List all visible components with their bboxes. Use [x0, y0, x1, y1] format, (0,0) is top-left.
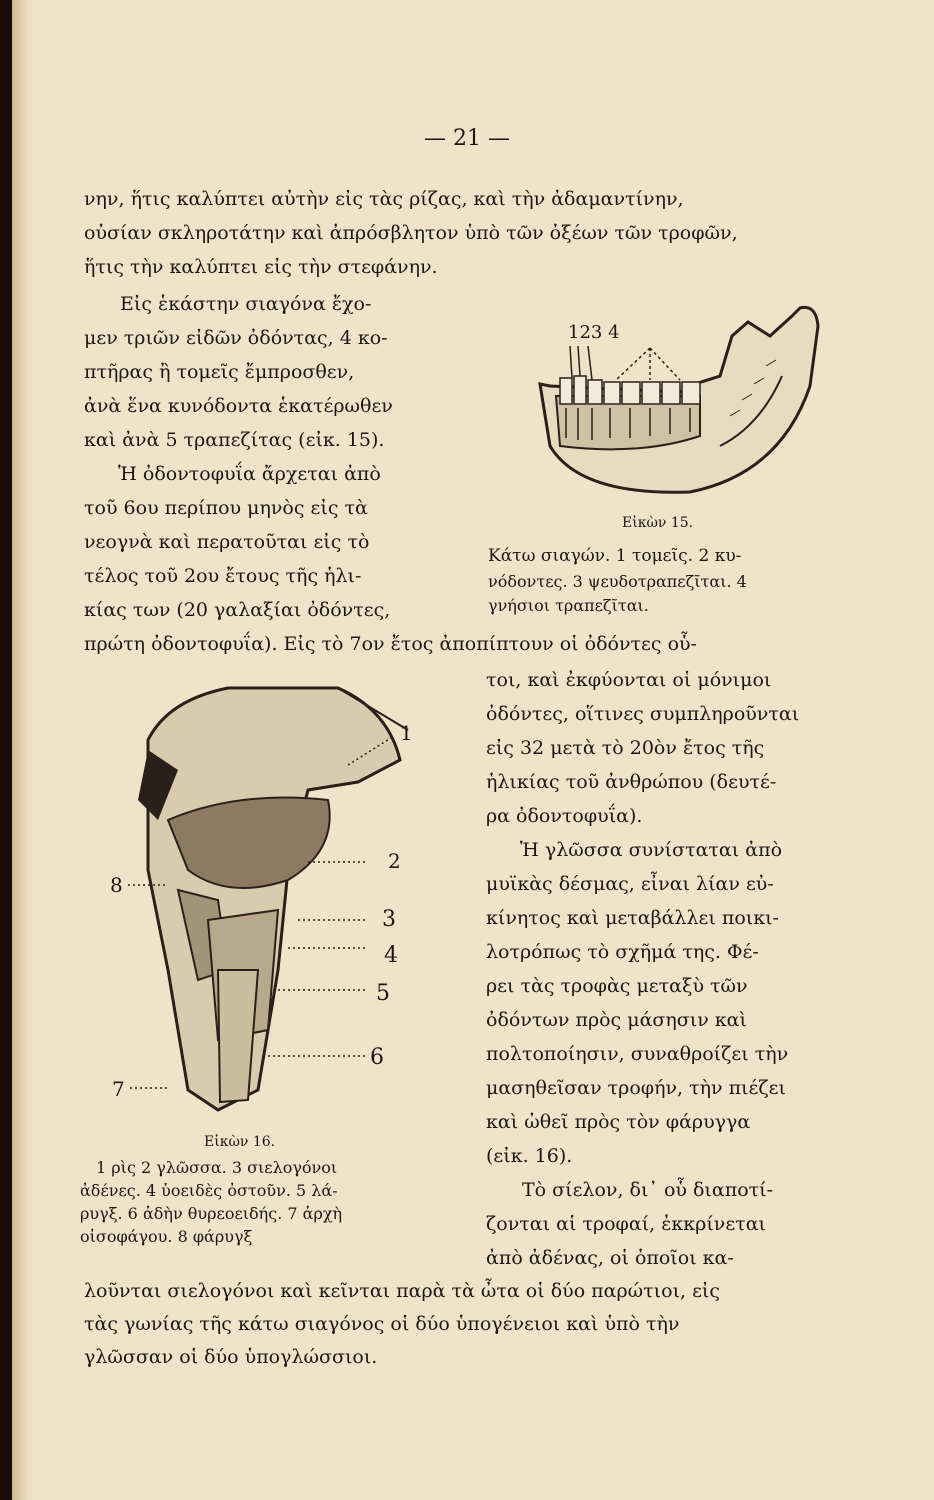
top-line: νην, ἥτις καλύπτει αὐτὴν εἰς τὰς ρίζας, καὶ τὴν ἀδαμαντίνην,: [84, 188, 684, 210]
right-column-line: ἡλικίας τοῦ ἀνθρώπου (δευτέ-: [486, 771, 777, 793]
left-column-line: ἀνὰ ἕνα κυνόδοντα ἑκατέρωθεν: [84, 395, 393, 417]
fig16-label-2: 2: [388, 849, 401, 873]
right-column-line: ἀπὸ ἀδένας, οἱ ὁποῖοι κα-: [486, 1247, 734, 1269]
mid-line: πρώτη ὀδοντοφυΐα). Εἰς τὸ 7ον ἔτος ἀποπίπτουν οἱ ὀδόντες οὗ-: [84, 633, 697, 655]
right-column-line: Τὸ σίελον, δι᾿ οὗ διαποτί-: [522, 1179, 774, 1201]
fig16-label-8: 8: [110, 873, 123, 897]
figure-16-caption-line: οἰσοφάγου. 8 φάρυγξ: [80, 1227, 253, 1246]
right-column-line: Ἡ γλῶσσα συνίσταται ἀπὸ: [520, 839, 783, 861]
right-column-line: (εἰκ. 16).: [486, 1145, 573, 1167]
fig16-label-4: 4: [384, 943, 398, 968]
left-column-line: μεν τριῶν εἰδῶν ὀδόντας, 4 κο-: [84, 327, 388, 349]
figure-15-caption-line: Κάτω σιαγών. 1 τομεῖς. 2 κυ-: [488, 546, 742, 566]
right-column-line: ρα ὀδοντοφυΐα).: [486, 805, 643, 827]
head-section-illustration: [108, 670, 414, 1120]
left-column-line: τοῦ 6ου περίπου μηνὸς εἰς τὰ: [84, 497, 368, 519]
page-number: — 21 —: [424, 126, 510, 151]
left-column-line: Ἡ ὀδοντοφυΐα ἄρχεται ἀπὸ: [118, 463, 381, 485]
figure-15-lower-jaw: [520, 296, 830, 511]
right-column-line: τοι, καὶ ἐκφύονται οἱ μόνιμοι: [486, 669, 772, 691]
top-line: ἥτις τὴν καλύπτει εἰς τὴν στεφάνην.: [84, 256, 438, 278]
fig16-label-5: 5: [376, 981, 390, 1006]
right-column-line: εἰς 32 μετὰ τὸ 20ὸν ἔτος τῆς: [486, 737, 765, 759]
fig16-label-1: 1: [400, 721, 413, 745]
fig16-label-3: 3: [382, 907, 396, 932]
bottom-line: γλῶσσαν οἱ δύο ὑπογλώσσιοι.: [84, 1346, 378, 1368]
left-column-line: κίας των (20 γαλαξίαι ὀδόντες,: [84, 599, 391, 621]
figure-15-title: Εἰκὼν 15.: [622, 515, 694, 531]
top-line: οὐσίαν σκληροτάτην καὶ ἀπρόσβλητον ὑπὸ τῶν ὀξέων τῶν τροφῶν,: [84, 222, 738, 244]
figure-16-title: Εἰκὼν 16.: [204, 1134, 276, 1150]
right-column-line: ζονται αἱ τροφαί, ἐκκρίνεται: [486, 1213, 766, 1235]
right-column-line: μασηθεῖσαν τροφήν, τὴν πιέζει: [486, 1077, 786, 1099]
figure-16-caption-line: 1 ρὶς 2 γλῶσσα. 3 σιελογόνοι: [96, 1158, 338, 1177]
left-column-line: καὶ ἀνὰ 5 τραπεζίτας (εἰκ. 15).: [84, 429, 385, 451]
right-column-line: ὀδόντων πρὸς μάσησιν καὶ: [486, 1009, 747, 1031]
figure-16-caption-line: ἀδένες. 4 ὑοειδὲς ὀστοῦν. 5 λά-: [80, 1181, 338, 1200]
left-column-line: πτῆρας ἢ τομεῖς ἔμπροσθεν,: [84, 361, 355, 383]
right-column-line: ρει τὰς τροφὰς μεταξὺ τῶν: [486, 975, 748, 997]
figure-15-caption-line: γνήσιοι τραπεζῖται.: [488, 596, 649, 615]
bottom-line: τὰς γωνίας τῆς κάτω σιαγόνος οἱ δύο ὑπογένειοι καὶ ὑπὸ τὴν: [84, 1313, 680, 1335]
fig16-label-6: 6: [370, 1045, 384, 1070]
right-column-line: καὶ ὠθεῖ πρὸς τὸν φάρυγγα: [486, 1111, 751, 1133]
right-column-line: μυϊκὰς δέσμας, εἶναι λίαν εὐ-: [486, 873, 774, 895]
left-column-line: Εἰς ἑκάστην σιαγόνα ἔχο-: [120, 293, 372, 315]
right-column-line: πολτοποίησιν, συναθροίζει τὴν: [486, 1043, 789, 1065]
jaw-illustration: [520, 296, 830, 511]
right-column-line: λοτρόπως τὸ σχῆμά της. Φέ-: [486, 941, 759, 963]
right-column-line: ὀδόντες, οἵτινες συμπληροῦνται: [486, 703, 800, 725]
left-column-line: τέλος τοῦ 2ου ἔτους τῆς ἡλι-: [84, 565, 362, 587]
left-column-line: νεογνὰ καὶ περατοῦται εἰς τὸ: [84, 531, 370, 553]
fig16-label-7: 7: [112, 1077, 125, 1101]
figure-15-caption-line: νόδοντες. 3 ψευδοτραπεζῖται. 4: [488, 572, 747, 591]
right-column-line: κίνητος καὶ μεταβάλλει ποικι-: [486, 907, 779, 929]
page-binding-shadow: [12, 0, 34, 1500]
figure-16-caption-line: ρυγξ. 6 ἀδὴν θυρεοειδής. 7 ἀρχὴ: [80, 1204, 343, 1223]
jaw-tooth-labels: 123 4: [568, 322, 620, 343]
figure-16-head-section: [108, 670, 414, 1120]
bottom-line: λοῦνται σιελογόνοι καὶ κεῖνται παρὰ τὰ ὦτα οἱ δύο παρώτιοι, εἰς: [84, 1280, 721, 1302]
